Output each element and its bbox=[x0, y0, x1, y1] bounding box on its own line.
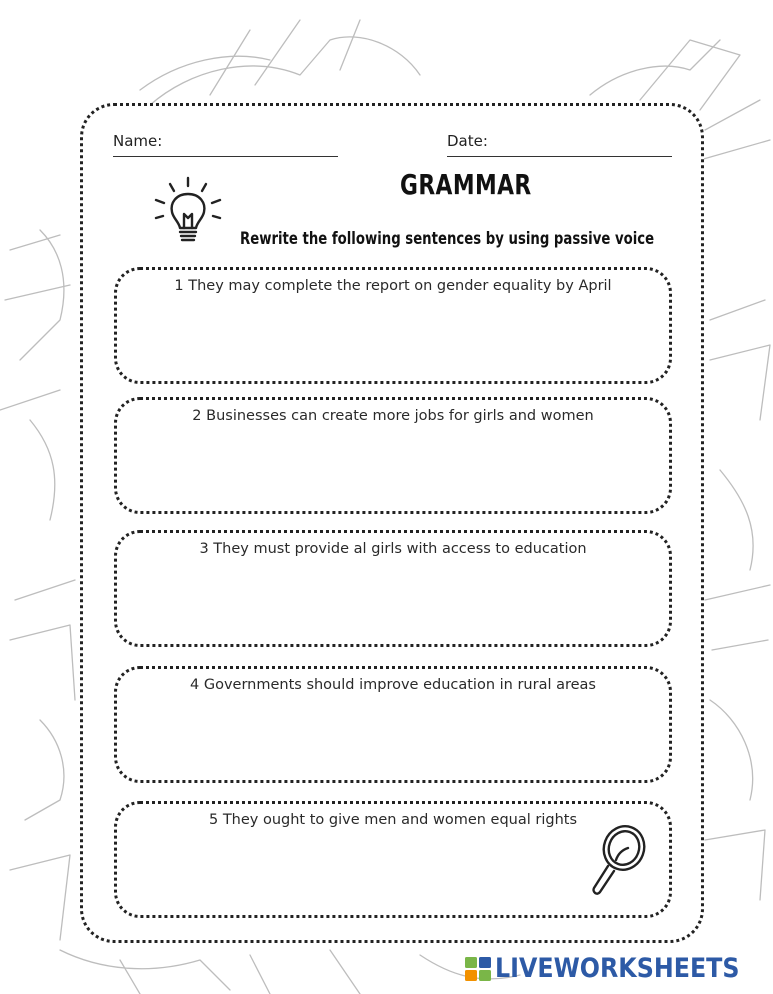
answer-area-3[interactable] bbox=[137, 569, 649, 632]
instruction-text: Rewrite the following sentences by using passive voice bbox=[240, 229, 655, 249]
answer-area-4[interactable] bbox=[137, 705, 649, 768]
question-text: 1 They may complete the report on gender equality by April bbox=[174, 278, 612, 294]
answer-area-2[interactable] bbox=[137, 436, 649, 499]
question-box-4 bbox=[114, 666, 672, 783]
lightbulb-icon bbox=[148, 170, 228, 250]
question-box-3 bbox=[114, 530, 672, 647]
question-box-1 bbox=[114, 267, 672, 384]
brand-name: LIVEWORKSHEETS bbox=[495, 953, 740, 984]
date-label: Date: bbox=[447, 132, 488, 150]
question-box-2 bbox=[114, 397, 672, 514]
answer-area-5[interactable] bbox=[137, 840, 649, 903]
liveworksheets-logo-mark-icon bbox=[464, 955, 492, 983]
question-text: 3 They must provide al girls with access to education bbox=[199, 541, 587, 557]
answer-area-1[interactable] bbox=[137, 306, 649, 369]
question-text: 5 They ought to give men and women equal rights bbox=[208, 812, 578, 828]
magnifying-glass-icon bbox=[588, 822, 650, 900]
date-line[interactable] bbox=[447, 156, 672, 157]
liveworksheets-logo bbox=[464, 953, 773, 984]
worksheet-title: GRAMMAR bbox=[400, 168, 532, 201]
name-label: Name: bbox=[113, 132, 163, 150]
question-text: 4 Governments should improve education in rural areas bbox=[190, 677, 596, 693]
name-line[interactable] bbox=[113, 156, 338, 157]
question-text: 2 Businesses can create more jobs for girls and women bbox=[192, 408, 594, 424]
